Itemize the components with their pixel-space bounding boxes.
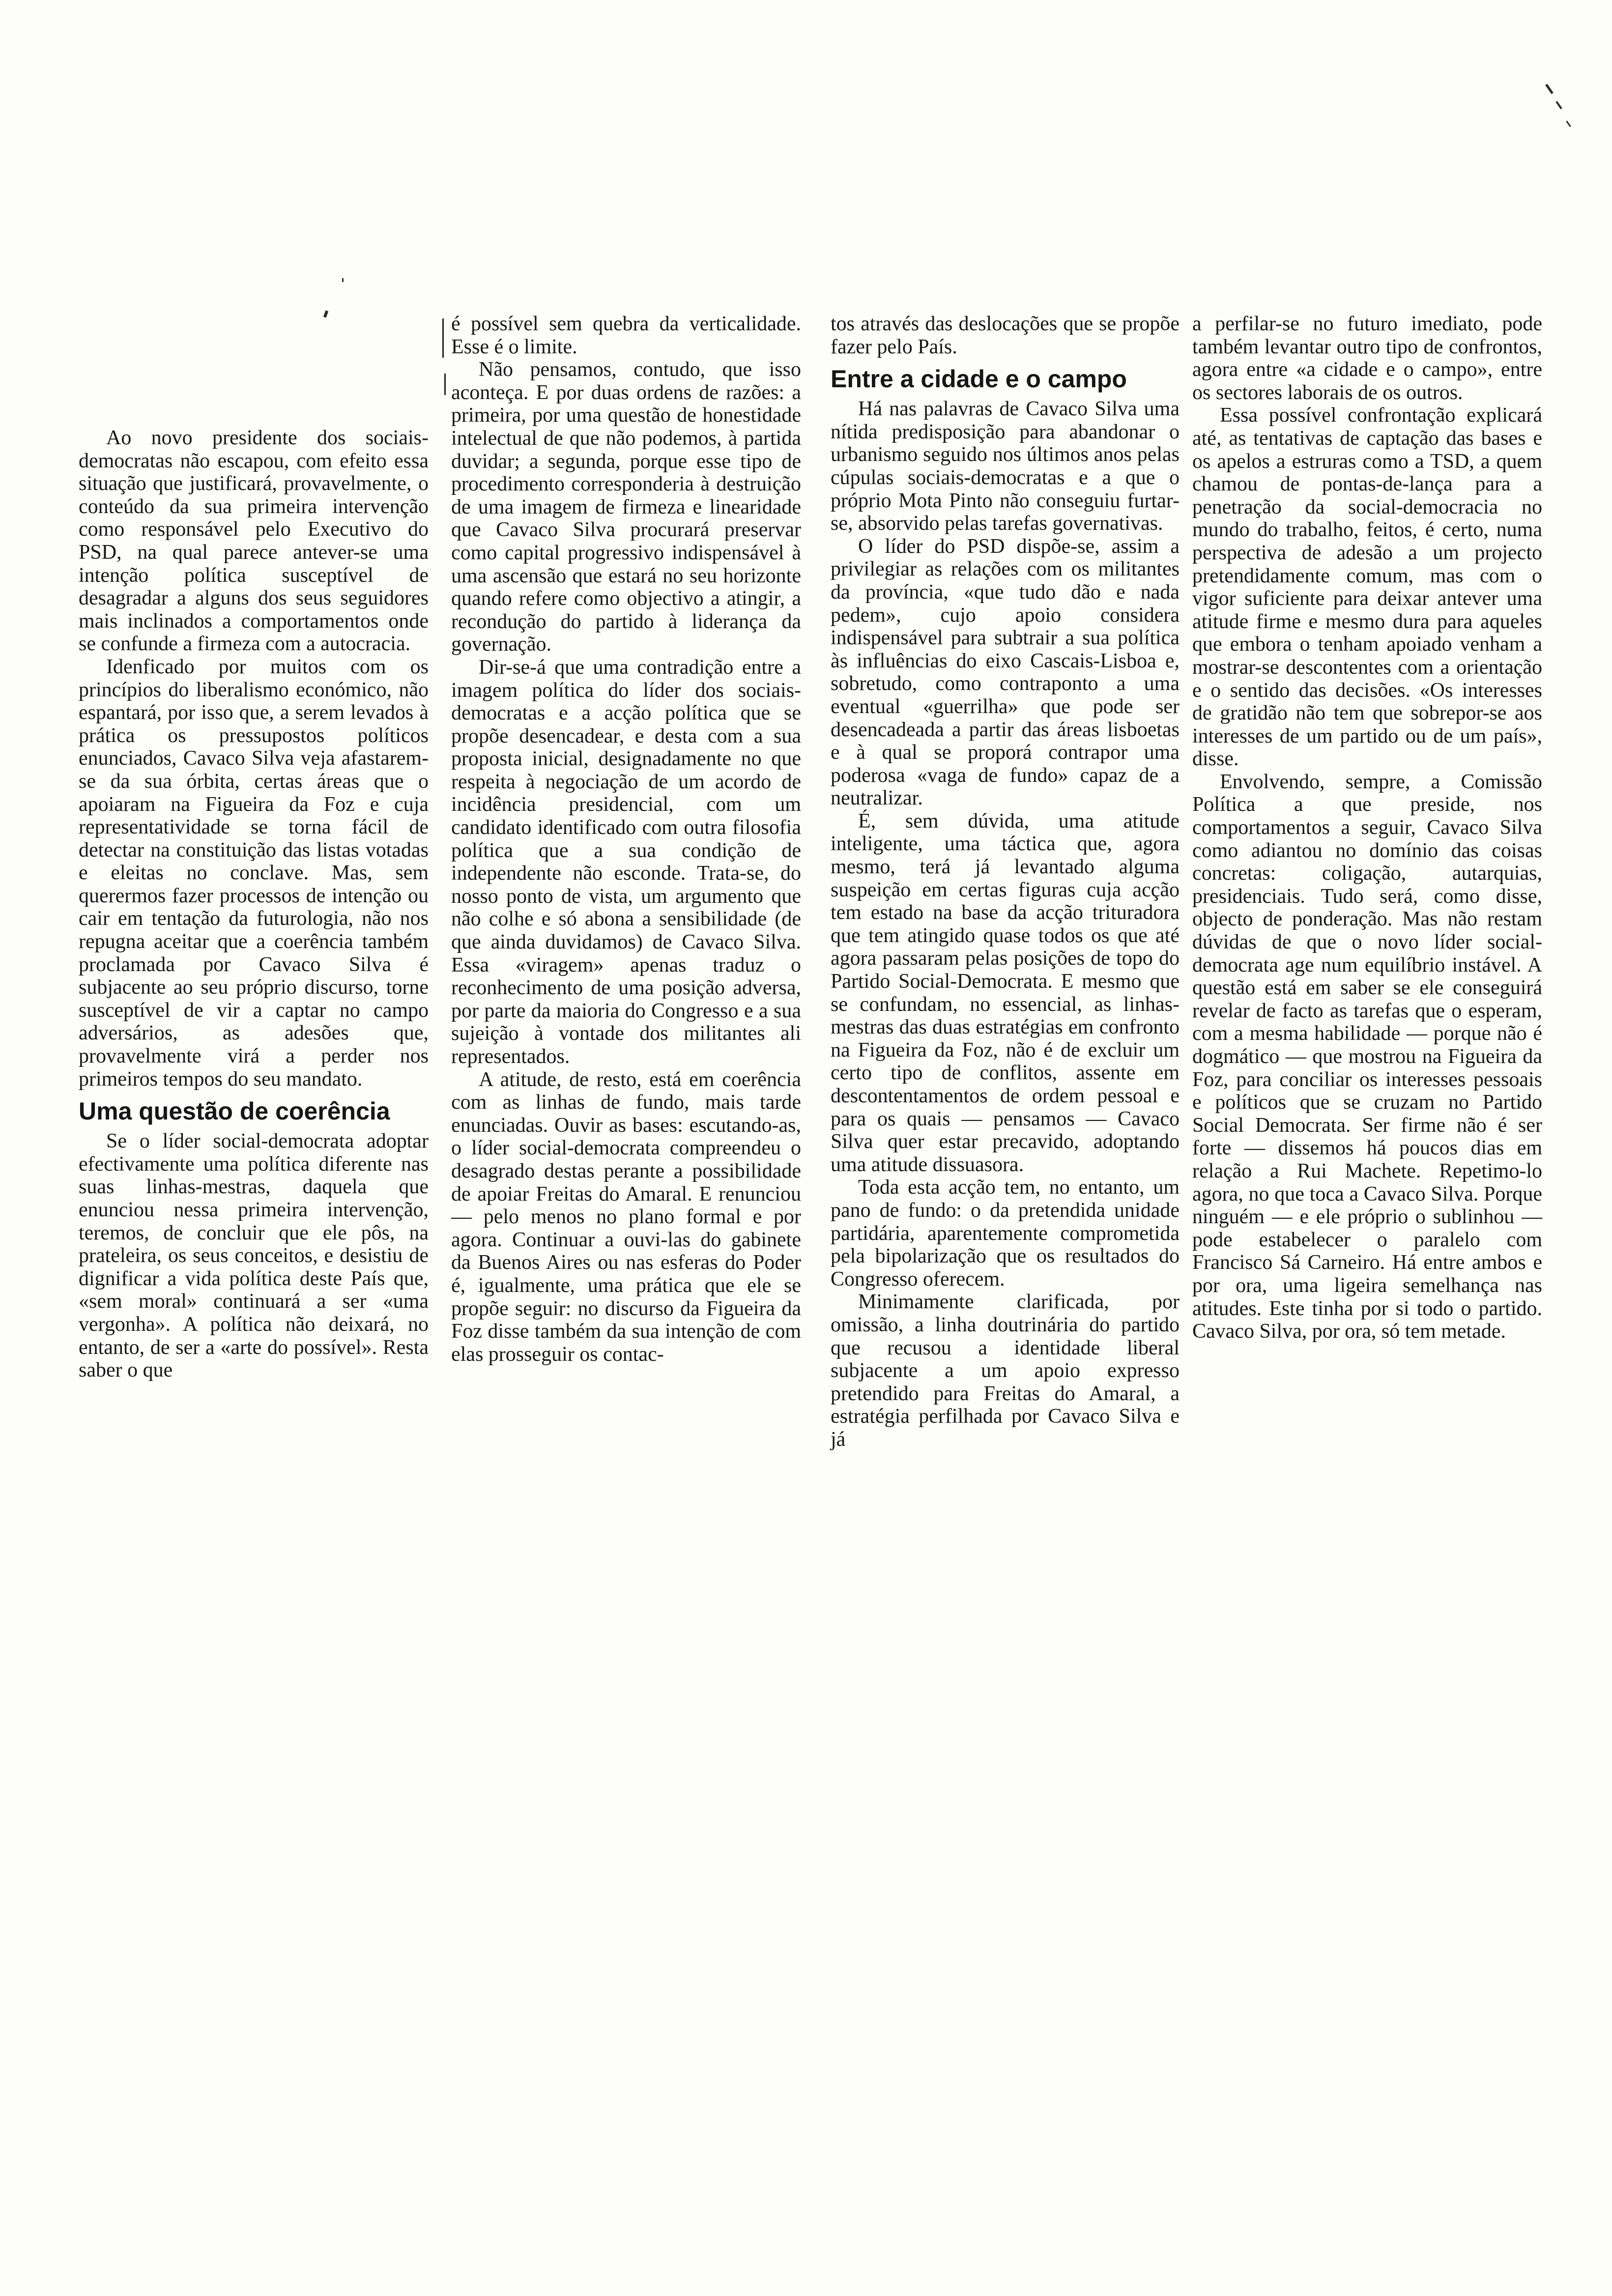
section-heading: Uma questão de coerência bbox=[79, 1097, 390, 1125]
article-column-3 bbox=[831, 313, 1180, 1451]
article-paragraph: a perfilar-se no futuro imediato, pode também levantar outro tipo de confrontos, agora entre «a cidade e o campo», entre os sectores laborais de os outros. bbox=[1192, 313, 1542, 404]
scan-speck bbox=[1566, 120, 1571, 127]
column-bracket bbox=[442, 318, 444, 358]
column-bracket bbox=[444, 373, 446, 395]
scan-speck bbox=[342, 278, 344, 282]
article-paragraph: tos através das deslocações que se propõe fazer pelo País. bbox=[831, 313, 1180, 358]
article-paragraph: Essa possível confrontação explicará até, as tentativas de captação das bases e os apelos a estruras como a TSD, a quem chamou de pontas-de-lança para a penetração da social-democracia no mundo do trabalho, feitos, é certo, numa perspectiva de adesão a um projecto pretendidamente comum, mas com o vigor suficiente para deixar antever uma atitude firme e mesmo dura para aqueles que embora o tenham apoiado venham a mostrar-se descontentes com a orientação e o sentido das decisões. «Os interesses de gratidão não tem que sobrepor-se aos interesses de um partido ou de um país», disse. bbox=[1192, 404, 1542, 771]
article-paragraph: Dir-se-á que uma contradição entre a imagem política do líder dos sociais-democratas e a acção política que se propõe desencadear, e desta com a sua proposta inicial, designadamente no que respeita à negociação de um acordo de incidência presidencial, com um candidato identificado com outra filosofia política que a sua condição de independente não esconde. Trata-se, do nosso ponto de vista, um argumento que não colhe e só abona a sensibilidade (de que ainda duvidamos) de Cavaco Silva. Essa «viragem» apenas traduz o reconhecimento de uma posição adversa, por parte da maioria do Congresso e a sua sujeição à vontade dos militantes ali representados. bbox=[451, 656, 801, 1068]
article-paragraph: O líder do PSD dispõe-se, assim a privilegiar as relações com os militantes da província, «que tudo dão e nada pedem», cujo apoio considera indispensável para subtrair a sua política às influências do eixo Cascais-Lisboa e, sobretudo, como contraponto a uma eventual «guerrilha» que pode ser desencadeada a partir das áreas lisboetas e à qual se proporá contrapor uma poderosa «vaga de fundo» capaz de a neutralizar. bbox=[831, 535, 1180, 810]
article-paragraph: É, sem dúvida, uma atitude inteligente, uma táctica que, agora mesmo, terá já levantado alguma suspeição em certas figuras cuja acção tem estado na base da acção trituradora que tem atingido quase todos os que até agora passaram pelas posições de topo do Partido Social-Democrata. E mesmo que se confundam, no essencial, as linhas-mestras das duas estratégias em confronto na Figueira da Foz, não é de excluir um certo tipo de conflitos, assente em descontentamentos de ordem pessoal e para os quais — pensamos — Cavaco Silva quer estar precavido, adoptando uma atitude dissuasora. bbox=[831, 809, 1180, 1176]
article-paragraph: Toda esta acção tem, no entanto, um pano de fundo: o da pretendida unidade partidária, aparentemente comprometida pela bipolarização que os resultados do Congresso oferecem. bbox=[831, 1176, 1180, 1291]
section-heading: Entre a cidade e o campo bbox=[831, 365, 1127, 393]
article-paragraph: A atitude, de resto, está em coerência com as linhas de fundo, mais tarde enunciadas. Ouvir as bases: escutando-as, o líder social-democrata compreendeu o desagrado destas perante a possibilidade de apoiar Freitas do Amaral. E renunciou — pelo menos no plano formal e por agora. Continuar a ouvi-las do gabinete da Buenos Aires ou nas esferas do Poder é, igualmente, uma prática que ele se propõe seguir: no discurso da Figueira da Foz disse também da sua intenção de com elas prosseguir os contac- bbox=[451, 1068, 801, 1366]
article-paragraph: é possível sem quebra da verticalidade. Esse é o limite. bbox=[451, 313, 801, 358]
article-paragraph: Se o líder social-democrata adoptar efectivamente uma política diferente nas suas linhas-mestras, daquela que enunciou nessa primeira intervenção, teremos, de concluir que ele pôs, na prateleira, os seus conceitos, e desistiu de dignificar a vida política deste País que, «sem moral» continuará a ser «uma vergonha». A política não deixará, no entanto, de ser a «arte do possível». Resta saber o que bbox=[79, 1130, 429, 1382]
article-paragraph: Envolvendo, sempre, a Comissão Política a que preside, nos comportamentos a seguir, Cavaco Silva como adiantou no domínio das coisas concretas: coligação, autarquias, presidenciais. Tudo será, como disse, objecto de ponderação. Mas não restam dúvidas de que o novo líder social-democrata age num equilíbrio instável. A questão está em saber se ele conseguirá revelar de facto as tarefas que o esperam, com a mesma habilidade — porque não é dogmático — que mostrou na Figueira da Foz, para conciliar os interesses pessoais e políticos que se cruzam no Partido Social Democrata. Ser firme não é ser forte — dissemos há poucos dias em relação a Rui Machete. Repetimo-lo agora, no que toca a Cavaco Silva. Porque ninguém — e ele próprio o sublinhou — pode estabelecer o paralelo com Francisco Sá Carneiro. Há entre ambos e por ora, uma ligeira semelhança nas atitudes. Este tinha por si todo o partido. Cavaco Silva, por ora, só tem metade. bbox=[1192, 770, 1542, 1343]
article-paragraph: Ao novo presidente dos sociais-democratas não escapou, com efeito essa situação que justificará, provavelmente, o conteúdo da sua primeira intervenção como responsável pelo Executivo do PSD, na qual parece antever-se uma intenção política susceptível de desagradar a alguns dos seus seguidores mais inclinados a comportamentos onde se confunde a firmeza com a autocracia. bbox=[79, 427, 429, 656]
scan-speck bbox=[1545, 84, 1554, 94]
article-paragraph: Não pensamos, contudo, que isso aconteça. E por duas ordens de razões: a primeira, por uma questão de honestidade intelectual de que não podemos, à partida duvidar; a segunda, porque esse tipo de procedimento corresponderia à destruição de uma imagem de firmeza e linearidade que Cavaco Silva procurará preservar como capital progressivo indispensável à uma ascensão que estará no seu horizonte quando refere como objectivo a atingir, a recondução do partido à liderança da governação. bbox=[451, 358, 801, 656]
article-paragraph: Idenficado por muitos com os princípios do liberalismo económico, não espantará, por isso que, a serem levados à prática os pressupostos políticos enunciados, Cavaco Silva veja afastarem-se da sua órbita, certas áreas que o apoiaram na Figueira da Foz e cuja representatividade se torna fácil de detectar na constituição das listas votadas e eleitas no conclave. Mas, sem querermos fazer processos de intenção ou cair em tentação da futurologia, não nos repugna aceitar que a coerência também proclamada por Cavaco Silva é subjacente ao seu próprio discurso, torne susceptível de vir a captar no campo adversários, as adesões que, provavelmente virá a perder nos primeiros tempos do seu mandato. bbox=[79, 655, 429, 1091]
article-column-4 bbox=[1192, 313, 1542, 1343]
article-paragraph: Há nas palavras de Cavaco Silva uma nítida predisposição para abandonar o urbanismo seguido nos últimos anos pelas cúpulas sociais-democratas e a que o próprio Mota Pinto não conseguiu furtar-se, absorvido pelas tarefas governativas. bbox=[831, 398, 1180, 535]
scan-speck bbox=[1555, 101, 1562, 109]
article-column-1 bbox=[79, 427, 429, 1382]
scan-speck bbox=[323, 310, 328, 317]
article-paragraph: Minimamente clarificada, por omissão, a linha doutrinária do partido que recusou a identidade liberal subjacente a um apoio expresso pretendido para Freitas do Amaral, a estratégia perfilhada por Cavaco Silva e já bbox=[831, 1291, 1180, 1451]
article-column-2 bbox=[451, 313, 801, 1366]
